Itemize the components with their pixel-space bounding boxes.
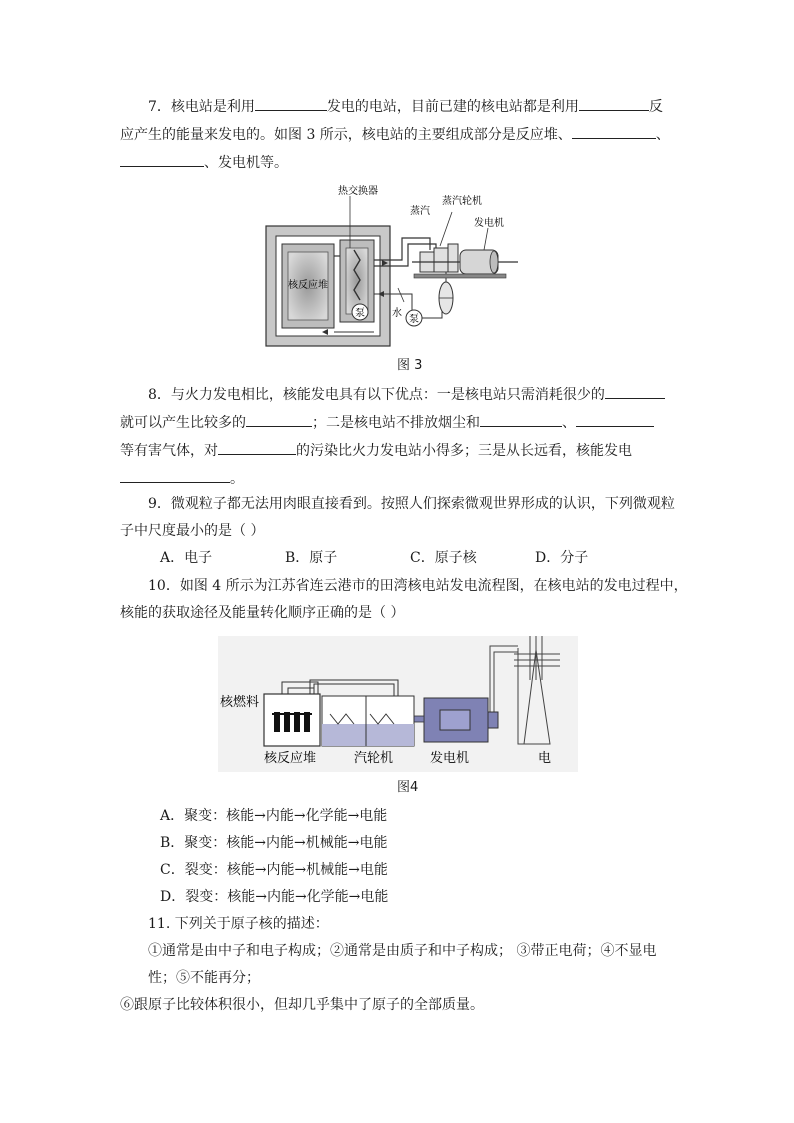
q11-line2: ①通常是由中子和电子构成；②通常是由质子和中子构成； ③带正电荷；④不显电 — [148, 943, 657, 959]
water-pipe — [422, 308, 442, 318]
q9-option-c[interactable]: C．原子核 — [410, 550, 477, 566]
q8-line3 — [120, 440, 632, 461]
answer-blank[interactable] — [120, 468, 230, 483]
q9-option-a[interactable]: A．电子 — [160, 550, 213, 566]
q10-option-a[interactable]: A．聚变：核能→内能→化学能→电能 — [160, 808, 388, 824]
pump-label: 泵 — [355, 308, 365, 319]
answer-blank[interactable] — [120, 152, 204, 167]
turbine-stage — [434, 248, 448, 272]
q10-line1: 10．如图 4 所示为江苏省连云港市的田湾核电站发电流程图，在核电站的发电过程中， — [148, 578, 688, 594]
answer-blank[interactable] — [605, 384, 665, 399]
q7-text: 7．核电站是利用 — [148, 99, 255, 115]
label-reactor: 核反应堆 — [264, 751, 317, 766]
pointer-line — [398, 288, 404, 302]
generator-terminal — [488, 712, 498, 728]
turbine-water — [322, 724, 414, 746]
q8-line4 — [120, 468, 244, 489]
answer-blank[interactable] — [572, 124, 656, 139]
q10-option-c[interactable]: C．裂变：核能→内能→机械能→电能 — [160, 862, 388, 878]
q7-line2 — [120, 124, 670, 145]
q8-text: 等有害气体，对 — [120, 443, 218, 459]
q7-text: 发电的电站，目前已建的核电站都是利用 — [326, 99, 579, 115]
q11-line1: 11. 下列关于原子核的描述： — [148, 916, 329, 932]
q10-option-d[interactable]: D．裂变：核能→内能→化学能→电能 — [160, 889, 389, 905]
label-generator: 发电机 — [430, 751, 470, 766]
generator-core — [440, 710, 470, 730]
q8-text: 、 — [562, 415, 576, 431]
q8-text: 的污染比火力发电站小得多；三是从长远看，核能发电 — [296, 443, 632, 459]
q7-text: 、 — [655, 127, 670, 143]
label-heat-exchanger: 热交换器 — [338, 186, 378, 197]
figure-3-caption: 图 3 — [397, 358, 423, 373]
answer-blank[interactable] — [576, 412, 654, 427]
figure-4-generation-flow — [218, 636, 578, 772]
q8-text: ；二是核电站不排放烟尘和 — [312, 415, 480, 431]
pump-label: 泵 — [409, 314, 419, 325]
figure-3-nuclear-plant-diagram — [262, 182, 522, 352]
turbine-stage — [448, 244, 458, 272]
figure-4-caption: 图4 — [397, 780, 419, 795]
answer-blank[interactable] — [218, 440, 296, 455]
q7-text: 应产生的能量来发电的。如图 3 所示，核电站的主要组成部分是反应堆、 — [120, 127, 572, 143]
label-water: 水 — [392, 308, 402, 319]
q9-option-d[interactable]: D．分子 — [535, 550, 589, 566]
pointer-line — [484, 228, 488, 250]
label-reactor: 核反应堆 — [288, 280, 328, 291]
label-turbine: 汽轮机 — [354, 751, 394, 766]
q8-line2 — [120, 412, 654, 433]
q8-text: 就可以产生比较多的 — [120, 415, 246, 431]
q9-line2: 子中尺度最小的是（ ） — [120, 523, 265, 539]
q8-text: 。 — [230, 471, 244, 487]
q8-text: 8．与火力发电相比，核能发电具有以下优点：一是核电站只需消耗很少的 — [148, 387, 605, 403]
q7-text: 、发电机等。 — [204, 155, 288, 171]
q10-line2: 核能的获取途径及能量转化顺序正确的是（ ） — [120, 605, 405, 621]
q7-text: 反 — [648, 99, 663, 115]
q8-line1 — [148, 384, 665, 405]
answer-blank[interactable] — [246, 412, 312, 427]
answer-blank[interactable] — [480, 412, 562, 427]
base-plate — [414, 274, 506, 278]
q10-option-b[interactable]: B．聚变：核能→内能→机械能→电能 — [160, 835, 388, 851]
q9-line1: 9．微观粒子都无法用肉眼直接看到。按照人们探索微观世界形成的认识，下列微观粒 — [148, 496, 675, 512]
label-fuel: 核燃料 — [220, 695, 260, 710]
generator-end — [490, 251, 498, 273]
q11-line3: 性；⑤不能再分； — [148, 970, 260, 986]
label-steam: 蒸汽 — [410, 206, 430, 217]
label-generator: 发电机 — [474, 218, 504, 229]
label-electricity: 电 — [538, 751, 552, 766]
q11-line4: ⑥跟原子比较体积很小，但却几乎集中了原子的全部质量。 — [120, 997, 484, 1013]
q9-option-b[interactable]: B．原子 — [285, 550, 338, 566]
pointer-line — [440, 212, 452, 246]
reactor-box — [264, 694, 320, 746]
shaft — [414, 716, 424, 722]
q7-line1 — [148, 96, 663, 117]
label-steam-turbine: 蒸汽轮机 — [442, 196, 482, 207]
answer-blank[interactable] — [579, 96, 649, 111]
answer-blank[interactable] — [255, 96, 327, 111]
q7-line3 — [120, 152, 288, 173]
